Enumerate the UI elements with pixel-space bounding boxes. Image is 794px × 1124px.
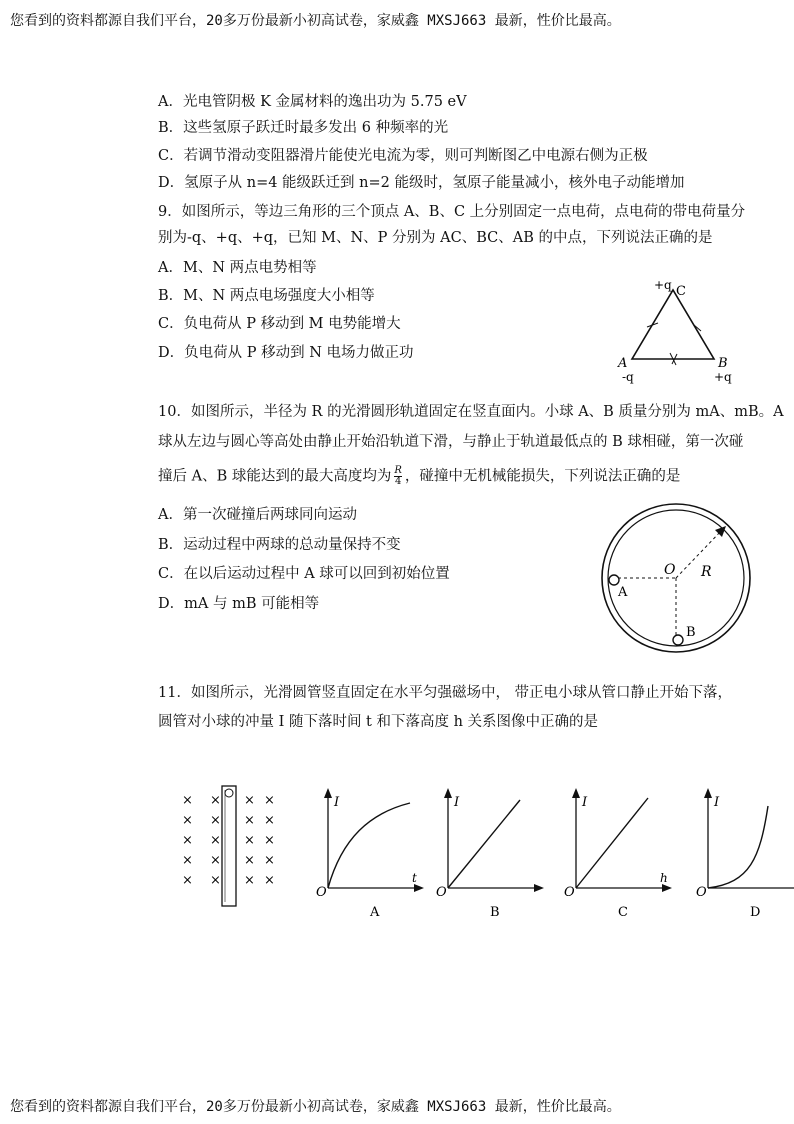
field-cross-mark: × — [244, 813, 255, 828]
ball-b-label: B — [686, 625, 696, 640]
curve — [328, 803, 410, 888]
x-axis-arrow — [414, 884, 424, 892]
field-cross-mark: × — [182, 813, 193, 828]
field-cross-mark: × — [264, 833, 275, 848]
ball-a-label: A — [618, 585, 628, 600]
field-cross-mark: × — [244, 873, 255, 888]
ball-b — [673, 635, 683, 645]
y-axis-arrow — [324, 788, 332, 798]
field-cross-mark: × — [210, 793, 221, 808]
origin-label: O — [564, 885, 575, 900]
y-axis-arrow — [572, 788, 580, 798]
field-cross-mark: × — [182, 833, 193, 848]
graph-C — [564, 788, 672, 920]
graph-D — [696, 788, 794, 920]
footer-banner: 您看到的资料都源自我们平台，20多万份最新小初高试卷，家威鑫 MXSJ663 最新，性价比最高。 — [10, 1099, 621, 1115]
q10-stem-line3 — [158, 466, 680, 487]
q9-stem-line2: 别为-q、+q、+q，已知 M、N、P 分别为 AC、BC、AB 的中点，下列说法正确的是 — [158, 230, 713, 246]
graph-B — [436, 788, 544, 920]
graph-caption: C — [618, 905, 628, 920]
origin-label: O — [436, 885, 447, 900]
curve — [448, 800, 520, 888]
q9-triangle-figure — [610, 275, 750, 385]
vertex-a-label: A — [618, 356, 628, 371]
y-axis-label: I — [714, 795, 720, 810]
graph-caption: A — [370, 905, 380, 920]
field-cross-mark: × — [210, 853, 221, 868]
charge-a-label: -q — [622, 370, 634, 384]
q9-option-c: C．负电荷从 P 移动到 M 电势能增大 — [158, 316, 401, 332]
curve — [576, 798, 648, 888]
q10-option-d: D．mA 与 mB 可能相等 — [158, 596, 320, 612]
graph-caption: B — [490, 905, 500, 920]
q11-field-figure — [172, 782, 282, 912]
q10-stem-line3-pre: 撞后 A、B 球能达到的最大高度均为 — [158, 468, 392, 485]
fraction-numerator: R — [394, 465, 402, 476]
field-cross-mark: × — [210, 833, 221, 848]
field-cross-mark: × — [182, 873, 193, 888]
radius-r-label: R — [701, 564, 712, 580]
triangle — [632, 290, 714, 359]
radius-arrowhead — [715, 526, 726, 537]
vertical-tube — [222, 786, 236, 906]
q11-graphs-figure — [300, 780, 794, 925]
field-cross-mark: × — [264, 793, 275, 808]
origin-label: O — [696, 885, 707, 900]
q9-option-a: A．M、N 两点电势相等 — [158, 260, 317, 276]
q10-option-b: B．运动过程中两球的总动量保持不变 — [158, 537, 401, 553]
field-cross-mark: × — [182, 793, 193, 808]
q11-stem-line1: 11．如图所示，光滑圆管竖直固定在水平匀强磁场中， 带正电小球从管口静止开始下落， — [158, 685, 733, 701]
q10-stem-line1: 10．如图所示，半径为 R 的光滑圆形轨道固定在竖直面内。小球 A、B 质量分别为 mA、mB。A — [158, 404, 784, 420]
origin-label: O — [316, 885, 327, 900]
charge-c-label: +q — [654, 278, 672, 292]
y-axis-label: I — [454, 795, 460, 810]
field-cross-mark: × — [244, 853, 255, 868]
ball-a — [609, 575, 619, 585]
x-axis-arrow — [534, 884, 544, 892]
y-axis-arrow — [444, 788, 452, 798]
field-cross-mark: × — [264, 853, 275, 868]
q10-stem-line3-post: ，碰撞中无机械能损失，下列说法正确的是 — [404, 468, 681, 485]
q10-stem-line2: 球从左边与圆心等高处由静止开始沿轨道下滑，与静止于轨道最低点的 B 球相碰，第一次碰 — [158, 434, 744, 450]
q9-option-d: D．负电荷从 P 移动到 N 电场力做正功 — [158, 345, 414, 361]
q8-option-b: B．这些氢原子跃迁时最多发出 6 种频率的光 — [158, 120, 449, 136]
fraction-denominator: 4 — [394, 476, 402, 487]
field-cross-mark: × — [244, 793, 255, 808]
vertex-b-label: B — [718, 356, 728, 371]
q9-option-b: B．M、N 两点电场强度大小相等 — [158, 288, 375, 304]
center-o-label: O — [664, 562, 676, 578]
curve — [708, 806, 768, 888]
q10-option-c: C．在以后运动过程中 A 球可以回到初始位置 — [158, 566, 450, 582]
field-cross-mark: × — [210, 873, 221, 888]
field-cross-mark: × — [264, 813, 275, 828]
field-cross-mark: × — [182, 853, 193, 868]
q11-stem-line2: 圆管对小球的冲量 I 随下落时间 t 和下落高度 h 关系图像中正确的是 — [158, 714, 599, 730]
header-banner: 您看到的资料都源自我们平台，20多万份最新小初高试卷，家威鑫 MXSJ663 最新，性价比最高。 — [10, 13, 621, 29]
q8-option-c: C．若调节滑动变阻器滑片能使光电流为零，则可判断图乙中电源右侧为正极 — [158, 148, 648, 164]
field-cross-mark: × — [244, 833, 255, 848]
q8-option-d: D．氢原子从 n=4 能级跃迁到 n=2 能级时，氢原子能量减小，核外电子动能增加 — [158, 175, 685, 191]
q9-stem-line1: 9．如图所示，等边三角形的三个顶点 A、B、C 上分别固定一点电荷，点电荷的带电荷量分 — [158, 204, 746, 220]
y-axis-label: I — [582, 795, 588, 810]
y-axis-arrow — [704, 788, 712, 798]
x-axis-arrow — [662, 884, 672, 892]
radius-dashed — [676, 530, 722, 578]
field-cross-mark: × — [264, 873, 275, 888]
vertex-c-label: C — [676, 284, 686, 299]
q10-option-a: A．第一次碰撞后两球同向运动 — [158, 507, 357, 523]
x-axis-label: h — [660, 871, 668, 885]
charge-b-label: +q — [714, 370, 732, 384]
graph-caption: D — [750, 905, 761, 920]
fraction — [394, 466, 402, 487]
x-axis-label: t — [412, 871, 417, 885]
q8-option-a: A．光电管阴极 K 金属材料的逸出功为 5.75 eV — [158, 94, 467, 110]
field-cross-mark: × — [210, 813, 221, 828]
graph-A — [316, 788, 424, 920]
q10-circle-figure — [598, 500, 754, 656]
y-axis-label: I — [334, 795, 340, 810]
